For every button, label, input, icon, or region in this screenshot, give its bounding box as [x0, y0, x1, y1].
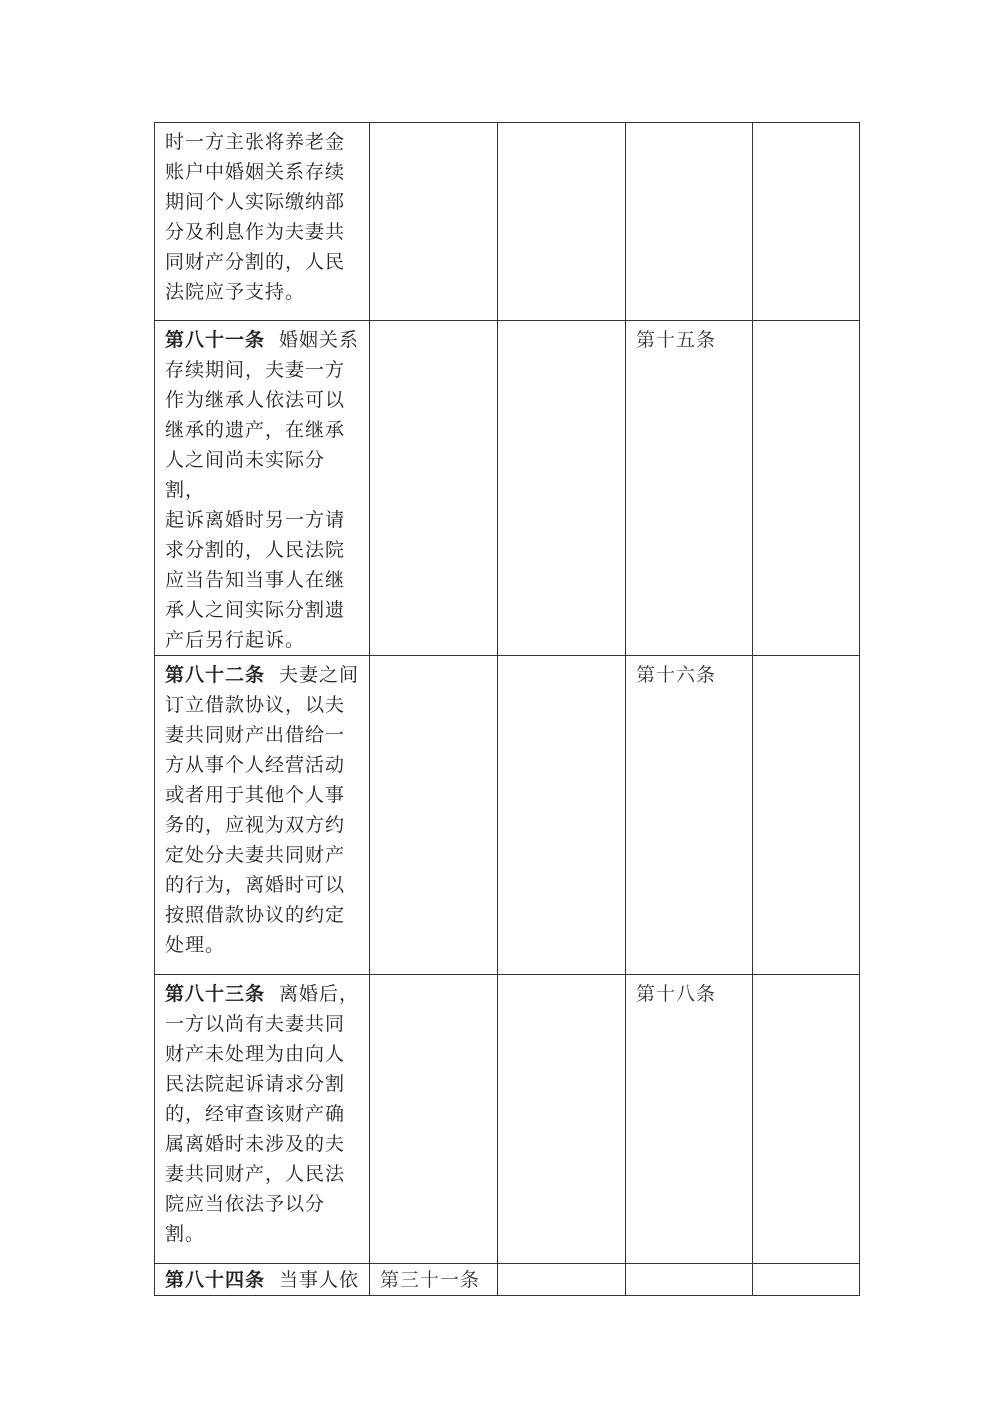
provision-text: 离婚后， 一方以尚有夫妻共同 财产未处理为由向人 民法院起诉请求分割 的，经审查该财产确 属离婚时未涉及的夫 妻共同财产，人民法 院应当依法予以分割。 — [165, 983, 360, 1245]
provision-cell — [155, 656, 370, 975]
reference-cell — [626, 123, 753, 321]
article-number: 第八十二条 — [165, 664, 266, 686]
table-row — [155, 656, 860, 975]
reference-cell — [370, 656, 498, 975]
provision-cell — [155, 321, 370, 656]
provision-text: 时一方主张将养老金 账户中婚姻关系存续 期间个人实际缴纳部 分及利息作为夫妻共 同财产分割的，人民 法院应予支持。 — [165, 131, 346, 303]
table-row — [155, 123, 860, 321]
reference-cell — [498, 321, 626, 656]
table-row — [155, 1264, 860, 1296]
table-row — [155, 975, 860, 1264]
provision-text: 婚姻关系 存续期间，夫妻一方 作为继承人依法可以 继承的遗产，在继承 人之间尚未实际分割， 起诉离婚时另一方请 求分割的，人民法院 应当告知当事人在继 承人之间实际分割遗 产后另行起诉。 — [165, 329, 360, 651]
reference-cell — [498, 656, 626, 975]
reference-cell — [626, 321, 753, 656]
provision-cell — [155, 123, 370, 321]
provision-text: 夫妻之间 订立借款协议，以夫 妻共同财产出借给一 方从事个人经营活动 或者用于其他个人事 务的，应视为双方约 定处分夫妻共同财产 的行为，离婚时可以 按照借款协议的约定 处理。 — [165, 664, 360, 956]
provision-cell — [155, 975, 370, 1264]
reference-article: 第十六条 — [636, 664, 717, 686]
reference-cell — [753, 656, 860, 975]
provision-cell — [155, 1264, 370, 1296]
article-number: 第八十一条 — [165, 329, 266, 351]
article-number: 第八十四条 — [165, 1269, 266, 1291]
table-row — [155, 321, 860, 656]
reference-article: 第十八条 — [636, 983, 717, 1005]
reference-cell — [753, 1264, 860, 1296]
reference-cell — [753, 975, 860, 1264]
reference-cell — [498, 1264, 626, 1296]
article-number: 第八十三条 — [165, 983, 266, 1005]
reference-cell — [626, 1264, 753, 1296]
reference-cell — [626, 975, 753, 1264]
reference-cell — [370, 123, 498, 321]
reference-cell — [498, 975, 626, 1264]
reference-cell — [370, 321, 498, 656]
reference-cell — [370, 1264, 498, 1296]
reference-cell — [370, 975, 498, 1264]
reference-cell — [498, 123, 626, 321]
reference-article: 第三十一条 — [380, 1269, 481, 1291]
reference-cell — [753, 123, 860, 321]
reference-article: 第十五条 — [636, 329, 717, 351]
comparison-table — [154, 122, 860, 1296]
provision-text: 当事人依 — [279, 1269, 360, 1291]
reference-cell — [626, 656, 753, 975]
reference-cell — [753, 321, 860, 656]
